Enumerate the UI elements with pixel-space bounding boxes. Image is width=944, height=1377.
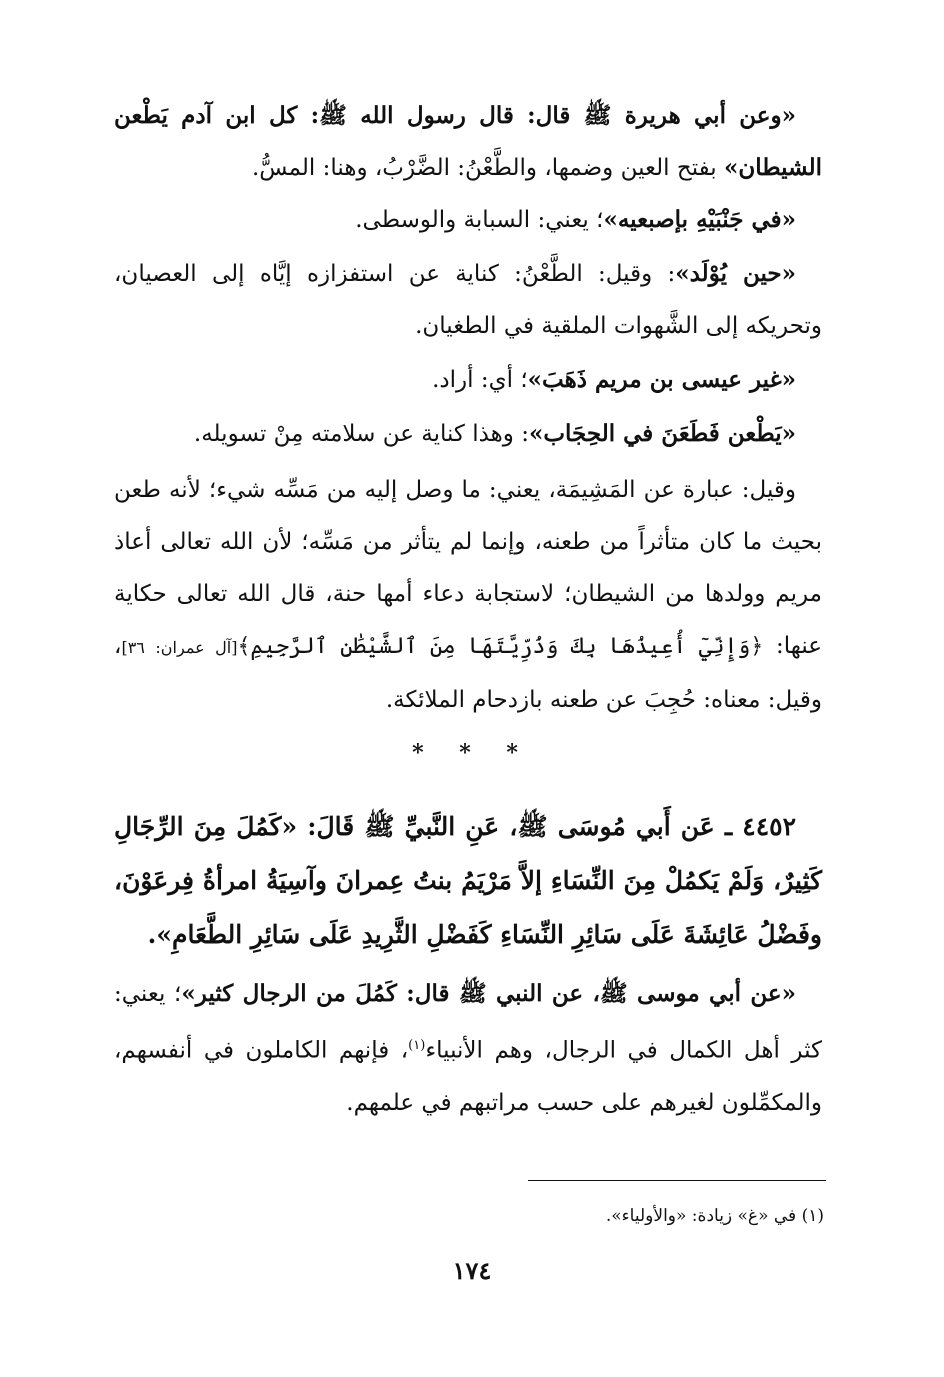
hadith-4452: ٤٤٥٢ ـ عَن أَبي مُوسَى ﷺ، عَنِ النَّبيِّ ﷺ قَالَ: «كَمُلَ مِنَ الرِّجَالِ كَثِيرٌ، وَلَمْ يَكمُلْ مِنَ النِّسَاءِ إلاَّ مَرْيَمُ بنتُ عِمرانَ وآسِيَةُ امرأةُ فِرعَوْنَ، وفَضْلُ عَائِشَةَ عَلَى سَائِرِ النِّسَاءِ كَفَضْلِ الثَّرِيدِ عَلَى سَائِرِ الطَّعَامِ». [114, 812, 822, 949]
quoted-hadith-text: «حين يُوْلَد» [675, 260, 796, 287]
commentary-paragraph-4 [114, 354, 822, 406]
page-number: ١٧٤ [452, 1256, 492, 1285]
hadith-commentary [114, 968, 822, 1129]
commentary-paragraph-6 [114, 464, 822, 726]
explanation-text: : وقيل: الطَّعْنُ: كناية عن استفزازه إيَّاه إلى العصيان، وتحريكه إلى الشَّهوات الملقية في الطغيان. [114, 261, 822, 339]
explanation-text: ؛ يعني: كثر أهل الكمال في الرجال، وهم الأنبياء [114, 981, 822, 1064]
section-separator: * * * [412, 740, 532, 766]
commentary-paragraph-1 [114, 90, 822, 194]
footnote-divider [528, 1180, 826, 1181]
quoted-hadith-text: «وعن أبي هريرة ﷺ قال: قال رسول الله ﷺ: كل ابن آدم يَطْعن الشيطان» [114, 102, 822, 181]
commentary-paragraph-2 [114, 194, 822, 246]
commentary-paragraph-3 [114, 248, 822, 352]
explanation-text: ؛ يعني: السبابة والوسطى. [355, 207, 604, 233]
quoted-hadith-text: «يَطْعن فَطَعَنَ في الحِجَاب» [528, 420, 796, 447]
explanation-text: ، فإنهم الكاملون في أنفسهم، والمكمِّلون لغيرهم على حسب مراتبهم في علمهم. [114, 1037, 822, 1116]
quoted-hadith-text: «في جَنْبَيْهِ بإصبعيه» [603, 206, 796, 233]
explanation-text: : وهذا كناية عن سلامته مِنْ تسويله. [193, 421, 529, 447]
commentary-paragraph-5 [114, 408, 822, 460]
quran-verse: ﴿وَإِنِّيٓ أُعِيذُهَا بِكَ وَذُرِّيَّتَهَا مِنَ ٱلشَّيْطَٰنِ ٱلرَّجِيمِ﴾ [237, 634, 764, 659]
explanation-text: وقيل: عبارة عن المَشِيمَة، يعني: ما وصل إليه من مَسِّه شيء؛ لأنه طعن بحيث ما كان متأثراً من طعنه، وإنما لم يتأثر من مَسِّه؛ لأن الله تعالى أعاذ مريم وولدها من الشيطان؛ لاستجابة دعاء أمها حنة، قال الله تعالى حكاية عنها: [114, 477, 822, 659]
quoted-hadith-text: «عن أبي موسى ﷺ، عن النبي ﷺ قال: كَمُلَ من الرجال كثير» [181, 980, 796, 1007]
footnote: (١) في «غ» زيادة: «والأولياء». [605, 1206, 824, 1226]
explanation-text: بفتح العين وضمها، والطَّعْنُ: الضَّرْبُ، وهنا: المسُّ. [251, 155, 724, 181]
explanation-text: ؛ أي: أراد. [432, 367, 528, 393]
quoted-hadith-text: «غير عيسى بن مريم ذَهَبَ» [527, 366, 796, 393]
footnote-marker: (١) [408, 1038, 426, 1053]
verse-reference: [آل عمران: ٣٦] [121, 638, 238, 657]
explanation-text: ، وقيل: معناه: حُجِبَ عن طعنه بازدحام الملائكة. [114, 633, 822, 713]
